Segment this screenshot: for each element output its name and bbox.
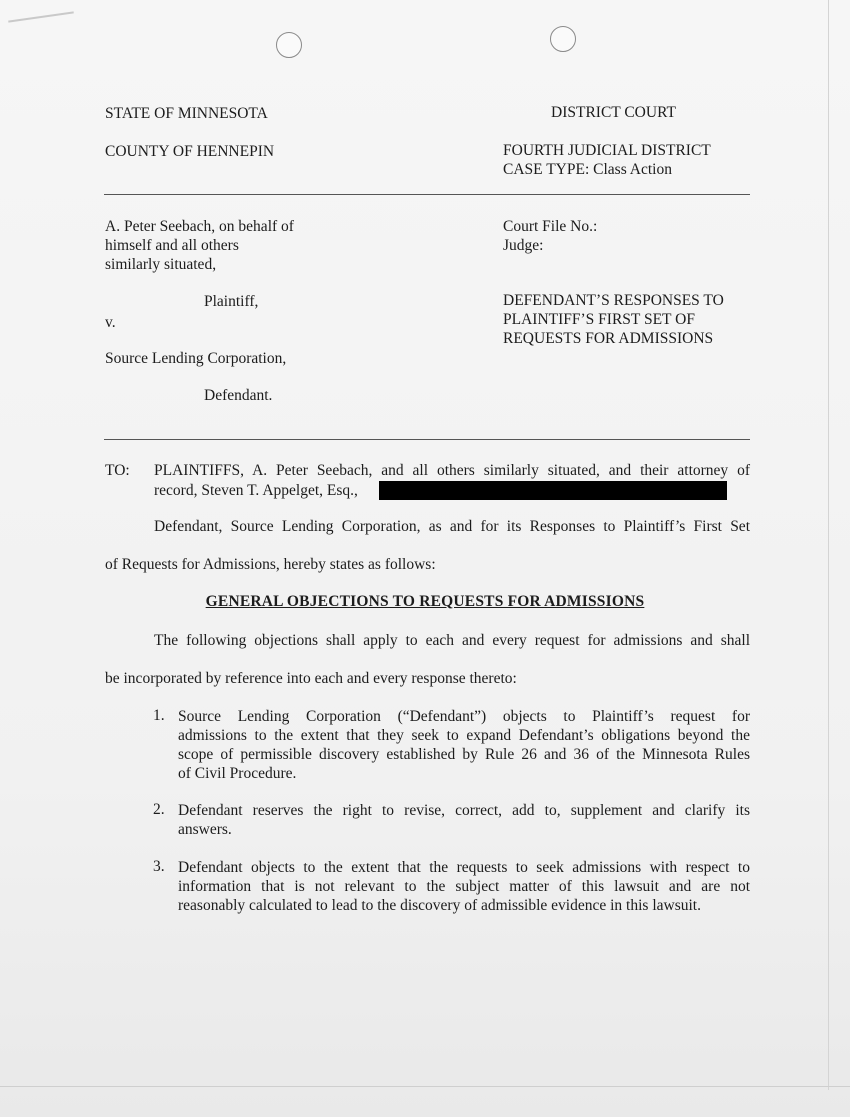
to-label: TO: [105,462,130,479]
objection-1-line4: of Civil Procedure. [178,765,297,782]
scan-mark [828,0,829,1090]
objection-1-line2: admissions to the extent that they seek to expand Defendant’s obligations beyond the [178,727,750,744]
objection-2-number: 2. [153,801,165,818]
county-label: COUNTY OF HENNEPIN [105,143,275,160]
redaction-bar [379,481,727,500]
objection-3-line2: information that is not relevant to the subject matter of this lawsuit and are not [178,878,750,895]
plaintiff-role: Plaintiff, [204,293,259,310]
to-recipients-line1: PLAINTIFFS, A. Peter Seebach, and all others similarly situated, and their attorney of [154,462,750,479]
document-title-line2: PLAINTIFF’S FIRST SET OF [503,311,695,328]
objection-3-line1: Defendant objects to the extent that the requests to seek admissions with respect to [178,859,750,876]
document-title-line1: DEFENDANT’S RESPONSES TO [503,292,724,309]
intro-line2: of Requests for Admissions, hereby states as follows: [105,556,436,573]
objection-3-number: 3. [153,858,165,875]
to-recipients-line2: record, Steven T. Appelget, Esq., [154,482,358,499]
objection-1-line1: Source Lending Corporation (“Defendant”) objects to Plaintiff’s request for [178,708,750,725]
plaintiff-name-line3: similarly situated, [105,256,217,273]
scan-mark [8,11,74,22]
scan-mark [0,1086,850,1087]
state-label: STATE OF MINNESOTA [105,105,268,122]
objections-intro-line2: be incorporated by reference into each and every response thereto: [105,670,517,687]
defendant-name: Source Lending Corporation, [105,350,287,367]
punch-hole-right [550,26,576,52]
objection-1-number: 1. [153,707,165,724]
objection-3-line3: reasonably calculated to lead to the discovery of admissible evidence in this lawsuit. [178,897,701,914]
objection-2-line2: answers. [178,821,232,838]
objection-2-line1: Defendant reserves the right to revise, correct, add to, supplement and clarify its [178,802,750,819]
plaintiff-name-line2: himself and all others [105,237,239,254]
court-file-label: Court File No.: [503,218,598,235]
document-title-line3: REQUESTS FOR ADMISSIONS [503,330,714,347]
caption-bottom-rule [104,439,750,440]
district-label: FOURTH JUDICIAL DISTRICT [503,142,711,159]
court-label: DISTRICT COURT [551,104,676,121]
caption-top-rule [104,194,750,195]
general-objections-heading: GENERAL OBJECTIONS TO REQUESTS FOR ADMISSIONS [205,593,645,610]
objection-1-line3: scope of permissible discovery established by Rule 26 and 36 of the Minnesota Rules [178,746,750,763]
punch-hole-left [276,32,302,58]
plaintiff-name-line1: A. Peter Seebach, on behalf of [105,218,294,235]
defendant-role: Defendant. [204,387,273,404]
judge-label: Judge: [503,237,544,254]
versus-label: v. [105,314,116,331]
case-type-label: CASE TYPE: Class Action [503,161,672,178]
intro-line1: Defendant, Source Lending Corporation, as and for its Responses to Plaintiff’s First Set [154,518,750,535]
objections-intro-line1: The following objections shall apply to each and every request for admissions and shall [154,632,750,649]
